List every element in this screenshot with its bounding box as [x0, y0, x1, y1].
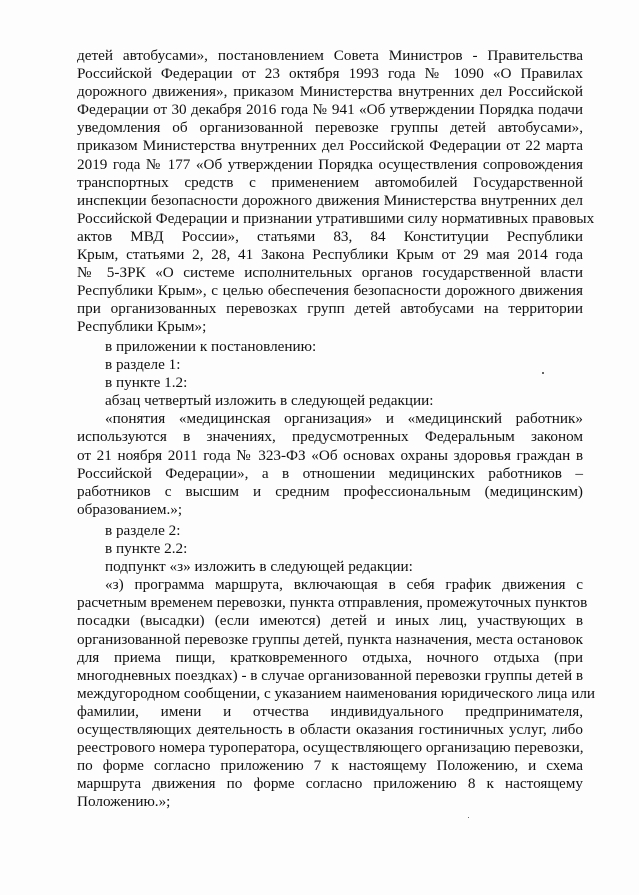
text-line: дорожного движения», приказом Министерства внутренних дел Российской [77, 83, 583, 101]
paragraph-legal-basis [77, 47, 595, 337]
text-line: в пункте 1.2: [105, 374, 188, 392]
quote-line: «з) программа маршрута, включающая в себя график движения с [105, 576, 583, 594]
text-line: инспекции безопасности дорожного движения Министерства внутренних дел [77, 191, 583, 209]
amendment-section-1 [77, 338, 583, 519]
text-line: в разделе 1: [105, 356, 181, 374]
text-line: Республики Крым»; [77, 318, 207, 336]
quote-line: реестрового номера туроператора, осуществляющего организацию перевозки, [77, 739, 584, 757]
quote-line: расчетным временем перевозки, пункта отправления, промежуточных пунктов [77, 594, 588, 612]
text-line: подпункт «з» изложить в следующей редакции: [105, 558, 413, 576]
quote-line: для приема пищи, кратковременного отдыха, ночного отдыха (при [77, 648, 583, 666]
quote-line: по форме согласно приложению 7 к настоящему Положению, и схема [77, 757, 583, 775]
amendment-section-2 [77, 522, 596, 812]
quote-line: посадки (высадки) (если имеются) детей и иных лиц, участвующих в [77, 612, 583, 630]
quote-line: от 21 ноября 2011 года № 323-ФЗ «Об основах охраны здоровья граждан в [77, 446, 583, 464]
text-line: Российской Федерации от 23 октября 1993 года № 1090 «О Правилах [77, 65, 583, 83]
text-line: Федерации от 30 декабря 2016 года № 941 «Об утверждении Порядка подачи [77, 101, 583, 119]
quote-line: маршрута движения по форме согласно приложению 8 к настоящему [77, 775, 583, 793]
text-line: Республики Крым», с целью обеспечения безопасности дорожного движения [77, 282, 583, 300]
quote-line: многодневных поездках) - в случае организованной перевозки группы детей в [77, 666, 584, 684]
quote-line: работников с высшим и средним профессиональным (медицинским) [77, 482, 583, 500]
quote-line: осуществляющих деятельность в области оказания гостиничных услуг, либо [77, 721, 583, 739]
text-line: абзац четвертый изложить в следующей редакции: [105, 392, 434, 410]
quote-line: фамилии, имени и отчества индивидуального предпринимателя, [77, 702, 583, 720]
text-line: 2019 года № 177 «Об утверждении Порядка осуществления сопровождения [77, 155, 583, 173]
quote-line: организованной перевозке группы детей, пункта назначения, места остановок [77, 630, 583, 648]
text-line: в пункте 2.2: [105, 540, 188, 558]
text-line: Российской Федерации и признании утратившими силу нормативных правовых [77, 209, 595, 227]
quote-line: образованием.»; [77, 500, 183, 518]
scan-speck [468, 817, 469, 818]
text-line: Крым, статьями 2, 28, 41 Закона Республики Крым от 29 мая 2014 года [77, 246, 583, 264]
quote-line: «понятия «медицинская организация» и «медицинский работник» [105, 410, 583, 428]
text-line: в приложении к постановлению: [105, 338, 317, 355]
quote-line: Российской Федерации», а в отношении медицинских работников – [77, 464, 583, 482]
text-line: уведомления об организованной перевозке группы детей автобусами», [77, 119, 583, 137]
quote-line: используются в значениях, предусмотренных Федеральным законом [77, 428, 583, 446]
scan-speck [542, 372, 544, 374]
text-line: транспортных средств с применением автомобилей Государственной [77, 173, 583, 191]
text-line: детей автобусами», постановлением Совета Министров - Правительства [77, 47, 583, 64]
quote-line: междугородном сообщении, с указанием наименования юридического лица или [77, 684, 596, 702]
text-line: актов МВД России», статьями 83, 84 Конституции Республики [77, 227, 583, 245]
text-line: в разделе 2: [105, 522, 181, 539]
text-line: № 5-ЗРК «О системе исполнительных органов государственной власти [77, 264, 583, 282]
text-line: приказом Министерства внутренних дел Российской Федерации от 22 марта [77, 137, 583, 155]
text-line: при организованных перевозках групп детей автобусами на территории [77, 300, 583, 318]
quote-line: Положению.»; [77, 793, 171, 811]
